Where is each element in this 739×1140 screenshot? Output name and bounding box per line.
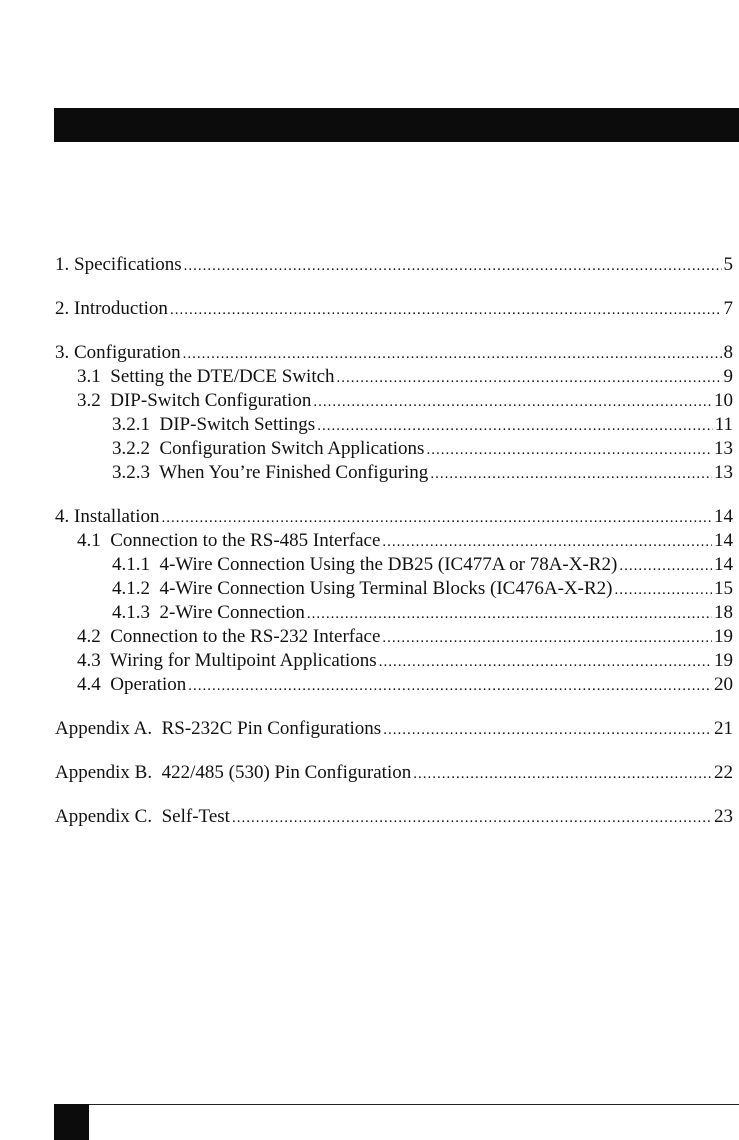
toc-entry-title: 1. Specifications [55, 254, 182, 275]
toc-entry-title: 2. Introduction [55, 298, 168, 319]
toc-entry [55, 625, 733, 649]
toc-entry-title: 4.1 Connection to the RS-485 Interface [77, 530, 381, 551]
toc-entry-title: 3.1 Setting the DTE/DCE Switch [77, 366, 335, 387]
toc-leader-dots [619, 554, 712, 578]
toc-entry-page: 14 [714, 530, 733, 551]
toc-leader-dots [430, 462, 712, 486]
toc-entry [55, 529, 733, 553]
toc-entry-page: 11 [714, 414, 733, 435]
toc-entry-page: 5 [723, 254, 733, 275]
toc-entry-page: 13 [714, 438, 733, 459]
toc-entry [55, 461, 733, 485]
toc-entry [55, 297, 733, 321]
toc-entry-title: Appendix B. 422/485 (530) Pin Configuration [55, 762, 412, 783]
header-bar [54, 108, 739, 142]
toc-entry-title: Appendix A. RS-232C Pin Configurations [55, 718, 382, 739]
toc-leader-dots [170, 298, 722, 322]
toc-leader-dots [313, 390, 712, 414]
toc-leader-dots [183, 342, 722, 366]
toc-leader-dots [379, 650, 712, 674]
toc-leader-dots [382, 530, 712, 554]
toc-entry [55, 365, 733, 389]
toc-entry-page: 22 [714, 762, 733, 783]
footer-rule [54, 1104, 739, 1105]
toc-entry [55, 341, 733, 365]
toc-entry [55, 577, 733, 601]
toc-entry-title: 3.2.2 Configuration Switch Applications [112, 438, 425, 459]
toc-entry-page: 18 [714, 602, 733, 623]
toc-entry-page: 20 [714, 674, 733, 695]
toc-entry [55, 553, 733, 577]
toc-leader-dots [161, 506, 712, 530]
toc-entry [55, 761, 733, 785]
toc-entry [55, 805, 733, 829]
toc-entry-title: 4.4 Operation [77, 674, 187, 695]
toc-entry-title: 4.2 Connection to the RS-232 Interface [77, 626, 381, 647]
toc-entry [55, 253, 733, 277]
toc-entry-page: 9 [723, 366, 733, 387]
toc-leader-dots [307, 602, 712, 626]
toc-entry-title: Appendix C. Self-Test [55, 806, 230, 827]
toc-entry-page: 14 [714, 554, 733, 575]
toc-entry [55, 717, 733, 741]
toc-leader-dots [188, 674, 712, 698]
toc-leader-dots [337, 366, 722, 390]
toc-entry [55, 673, 733, 697]
toc-leader-dots [317, 414, 713, 438]
toc-entry [55, 413, 733, 437]
toc-entry-title: 3.2.1 DIP-Switch Settings [112, 414, 316, 435]
toc-entry-page: 21 [714, 718, 733, 739]
toc-leader-dots [413, 762, 712, 786]
toc-entry [55, 389, 733, 413]
toc-entry-page: 23 [714, 806, 733, 827]
toc-entry-title: 3.2 DIP-Switch Configuration [77, 390, 312, 411]
toc-entry-page: 19 [714, 650, 733, 671]
toc-entry-title: 4. Installation [55, 506, 160, 527]
toc-entry [55, 437, 733, 461]
toc-entry-page: 19 [714, 626, 733, 647]
footer-page-block [54, 1104, 89, 1140]
toc-leader-dots [614, 578, 712, 602]
toc-entry-title: 4.1.1 4-Wire Connection Using the DB25 (IC477A or 78A-X-R2) [112, 554, 618, 575]
table-of-contents [55, 253, 733, 829]
toc-entry [55, 601, 733, 625]
toc-entry-title: 3. Configuration [55, 342, 181, 363]
toc-entry-page: 10 [714, 390, 733, 411]
toc-entry-title: 4.3 Wiring for Multipoint Applications [77, 650, 377, 671]
toc-entry-title: 3.2.3 When You’re Finished Configuring [112, 462, 429, 483]
toc-entry [55, 505, 733, 529]
toc-entry-page: 13 [714, 462, 733, 483]
toc-entry-title: 4.1.2 4-Wire Connection Using Terminal Blocks (IC476A-X-R2) [112, 578, 613, 599]
toc-leader-dots [184, 254, 722, 278]
toc-entry-page: 7 [723, 298, 733, 319]
toc-leader-dots [426, 438, 712, 462]
toc-entry-title: 4.1.3 2-Wire Connection [112, 602, 305, 623]
toc-entry [55, 649, 733, 673]
toc-entry-page: 14 [714, 506, 733, 527]
toc-leader-dots [382, 626, 712, 650]
toc-leader-dots [232, 806, 712, 830]
toc-entry-page: 8 [723, 342, 733, 363]
toc-entry-page: 15 [714, 578, 733, 599]
toc-leader-dots [383, 718, 712, 742]
